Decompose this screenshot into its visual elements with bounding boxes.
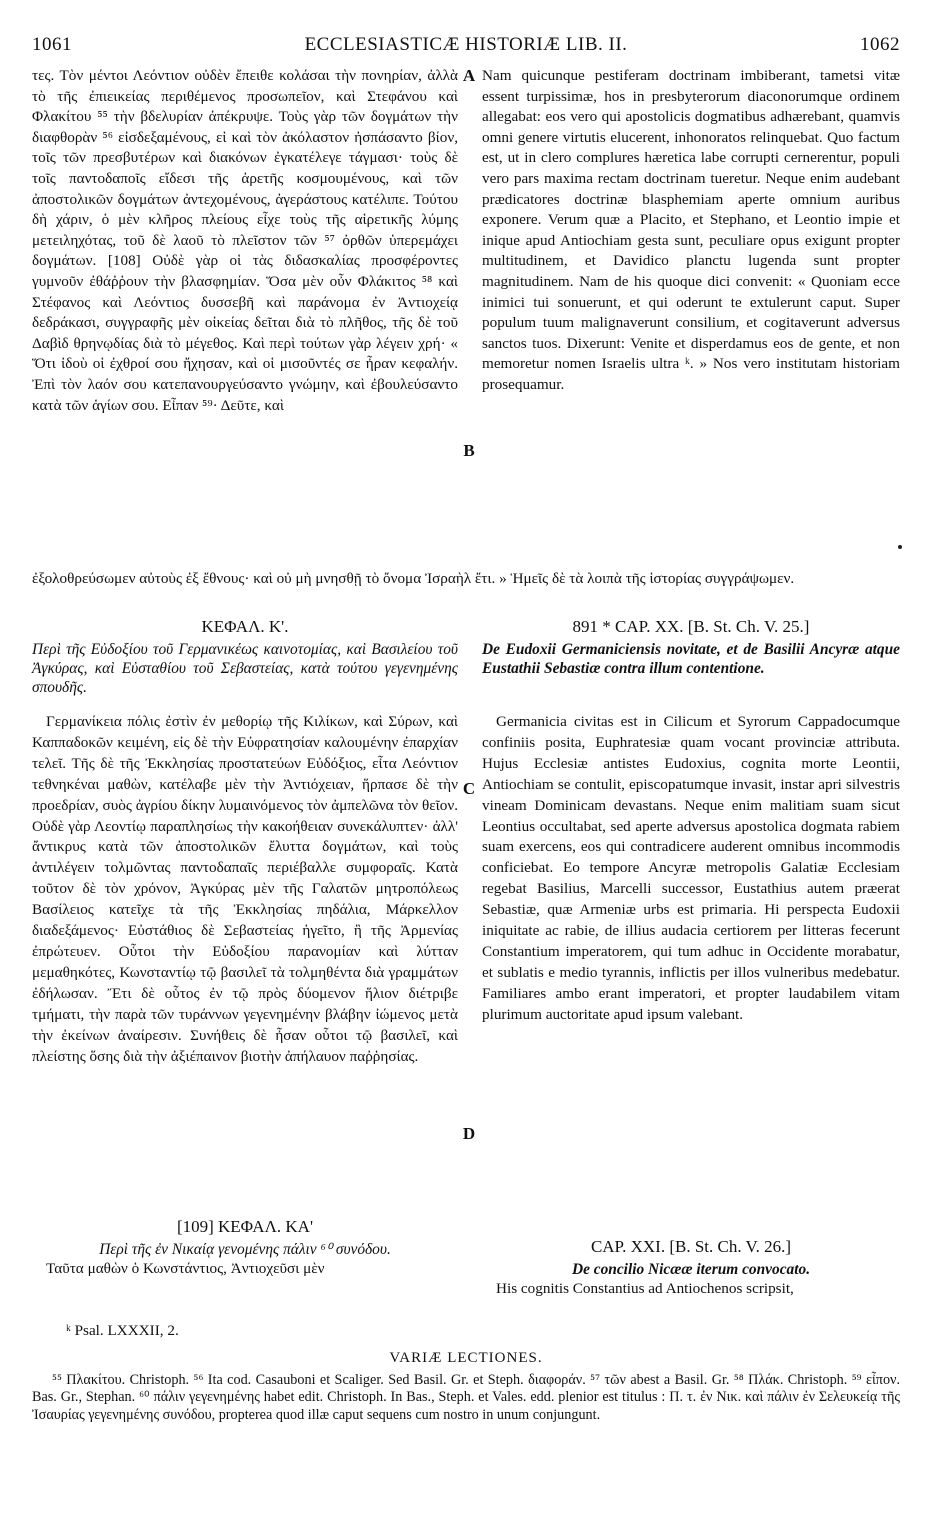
chapter-summary: De concilio Nicææ iterum convocato. <box>571 1261 811 1278</box>
greek-column-top <box>32 66 458 416</box>
latin-paragraph: His cognitis Constantius ad Antiochenos scripsit, <box>496 1280 794 1297</box>
page-number-left: 1061 <box>32 34 72 55</box>
chapter-21-latin <box>482 1236 900 1300</box>
greek-paragraph: Γερμανίκεια πόλις ἐστὶν ἐν μεθορίῳ τῆς Κιλίκων, καὶ Σύρων, καὶ Καππαδοκῶν κειμένη, εἰς δὲ τὴν Εὐφρατησίαν καλουμένην ἐπαρχίαν τελεῖ. Τῆς δὲ τῆς Ἐκκλησίας προστατεύων Εὐδόξιος, εἶτα Λεόντιον τεθνηκέναι μαθὼν, κατέλαβε μὲν τὴν Ἀντιόχειαν, ἥρπασε δὲ τὴν προεδρίαν, συὸς ἀγρίου δίκην λυμαινόμενος τὸν ἀμπελῶνα τὸν θεῖον. Οὐδὲ γὰρ Λεοντίῳ παραπλησίως τὴν κακοήθειαν συνεκάλυπτεν· ἀλλ' ἄντικρυς κατὰ τῶν ἀποστολικῶν ἔλυττα δογμάτων, καὶ τοὺς ἀντιλέγειν τολμῶντας παντοδαπαῖς περιέβαλλε συμφοραῖς. Κατὰ τοῦτον δὲ τὸν χρόνον, Ἀγκύρας μὲν τῆς Γαλατῶν μητροπόλεως Βασίλειος κατεῖχε τὰ τῆς Ἐκκλησίας πηδάλια, Μάρκελλον διαδεξάμενος· Εὐστάθιος δὲ Σεβαστείας ἡγεῖτο, ἣ τῆς Ἀρμενίας ἐπρώτευεν. Οὗτοι τὴν Εὐδοξίου παρανομίαν καὶ λύτταν μεμαθηκότες, Κωνσταντίῳ τῷ βασιλεῖ τὰ τολμηθέντα διὰ γραμμάτων ἐδήλωσαν. Ἔτι δὲ οὗτος ἐν τῷ πρὸς δύομενον ἥλιον διέτριβε τμήματι, τὴν παρὰ τῶν τυράννων γεγενημένην βλάβην ἰώμενος μετὰ τὴν ἐκείνων ἀναίρεσιν. Συνήθεις δὲ ἦσαν οὗτοι τῷ βασιλεῖ, καὶ πλείστης ὅσης διὰ τὴν ἀξιέπαινον βιοτὴν ἀπήλαυον παῤῥησίας. <box>32 713 458 1065</box>
greek-continuation: ἐξολοθρεύσωμεν αὐτοὺς ἐξ ἔθνους· καὶ οὐ μὴ μνησθῇ τὸ ὄνομα Ἰσραὴλ ἔτι. » Ἡμεῖς δὲ τὰ λοιπὰ τῆς ἱστορίας συγγράψωμεν. <box>32 570 795 587</box>
latin-paragraph: Germanicia civitas est in Cilicum et Syrorum Cappadocumque confiniis posita, Euphratesiæ quam vocant provinciæ attributa. Hujus Ecclesiæ antistes Eudoxius, cognita morte Leontii, Antiochiam se contulit, episcopatumque invasit, instar apri silvestris vineam Dominicam devastans. Neque enim malitiam suam sicut Leontius occultabat, sed aperte adversus apostolica dogmata rabiem suam exercens, eos qui contradicere auderent omnibus incommodis conficiebat. Eo tempore Ancyræ metropolis Galatiæ Ecclesiam regebat Basilius, Marcelli successor, Eustathius autem præerat Sebastiæ, quæ Armeniæ urbs est primaria. Hi perspecta Eudoxii iniquitate ac rabie, de illius audacia certiorem per litteras fecerunt Constantium imperatorem, qui tum adhuc in Occidente morabatur, et sublatis e medio tyrannis, inflictis per illos vulneribus medebatur. Familiares ambo erant imperatori, et propter laudabilem vitam plurimum auctoritate apud ipsum valebant. <box>482 713 900 1023</box>
page-header <box>32 34 900 64</box>
running-title: ECCLESIASTICÆ HISTORIÆ LIB. II. <box>304 34 628 55</box>
chapter-title: 891 * CAP. XX. [B. St. Ch. V. 25.] <box>572 617 810 636</box>
chapter-21-greek <box>32 1216 458 1280</box>
chapter-title: ΚΕΦΑΛ. Κ'. <box>201 617 289 636</box>
chapter-summary: Περὶ τῆς ἐν Νικαίᾳ γενομένης πάλιν ⁶⁰ συνόδου. <box>99 1241 391 1258</box>
scripture-footnote: ᵏ Psal. LXXXII, 2. <box>66 1322 179 1339</box>
margin-letter-a: A <box>462 66 476 85</box>
chapter-20-latin-text <box>482 712 900 1026</box>
greek-spanning-line <box>32 569 900 590</box>
chapter-20-greek-text <box>32 712 458 1067</box>
variae-lectiones-notes <box>32 1372 900 1424</box>
variae-lectiones-title: VARIÆ LECTIONES. <box>389 1350 543 1366</box>
chapter-summary: Περὶ τῆς Εὐδοξίου τοῦ Γερμανικέως καινοτομίας, καὶ Βασιλείου τοῦ Ἀγκύρας, καὶ Εὐσταθίου τοῦ Σεβαστείας, κατὰ τούτου γεγενημένης σπουδῆς. <box>32 641 458 696</box>
chapter-title: [109] ΚΕΦΑΛ. ΚΑ' <box>176 1217 314 1236</box>
page-number-right: 1062 <box>860 34 900 55</box>
latin-paragraph: Nam quicunque pestiferam doctrinam imbiberant, tametsi vitæ essent turpissimæ, hos in presbyterorum diaconorumque ordinem allegabat: eos vero qui apostolicis dogmatibus adhærebant, quamvis omni genere virtutis elucerent, inhonoratos relinquebat. Quo factum est, ut in clero complures hæretica labe corrupti cernerentur, populi vero pars maxima rectam doctrinam tueretur. Neque enim audebant prædicatores doctrinæ blasphemiam aperte omnium auribus exponere. Verum quæ a Placito, et Stephano, et Leontio impie et inique apud Antiochiam gesta sunt, peculiare opus exigunt propter multitudinem, et Davidico planctu lugenda sunt propter magnitudinem. Nam de his quoque dici convenit: « Quoniam ecce inimici tui sonuerunt, et qui oderunt te extulerunt caput. Super populum tuum malignaverunt consilium, et cogitaverunt adversus sanctos tuos. Dixerunt: Venite et disperdamus eos de gente, et non memoretur nomen Israelis ultra ᵏ. » Nos vero institutam historiam prosequamur. <box>482 67 900 393</box>
margin-letter-d: D <box>462 1124 476 1143</box>
chapter-20-latin-heading <box>482 616 900 678</box>
chapter-summary: De Eudoxii Germaniciensis novitate, et de Basilii Ancyræ atque Eustathii Sebastiæ contra illum contentione. <box>482 641 900 677</box>
margin-letter-c: C <box>462 779 476 798</box>
greek-paragraph: τες. Τὸν μέντοι Λεόντιον οὐδὲν ἔπειθε κολάσαι τὴν πονηρίαν, ἀλλὰ τὸ τῆς ἐπιεικείας περιθέμενος προσωπεῖον, καὶ Στεφάνου καὶ Φλακίτου ⁵⁵ τὴν βδελυρίαν ἀπέκρυψε. Τοὺς γὰρ τῶν δογμάτων τὴν διαφθορὰν ⁵⁶ εἰσδεξαμένους, εἰ καὶ τὸν ἀκόλαστον ἠσπάσαντο βίον, τοῖς τῶν πρεσβυτέρων καὶ διακόνων ἐγκατέλεγε τάγμασι· τοὺς δὲ τοῖς παντοδαποῖς εἴδεσι τῆς ἀρετῆς κοσμουμένους, καὶ τῶν ἀποστολικῶν δογμάτων ἀντεχομένους, ἀγεράστους κατέλιπε. Τούτου δὴ χάριν, ὁ μὲν κλῆρος πλείους εἶχε τοὺς τῆς αἱρετικῆς λύμης μετειληχότας, τοῦ δὲ λαοῦ τὸ πλεῖστον τῶν ⁵⁷ ὀρθῶν ὑπερεμάχει δογμάτων. [108] Οὐδὲ γὰρ οἱ τὰς διδασκαλίας προσφέροντες γυμνοῦν ἐθάῤῥουν τὴν βλασφημίαν. Ὅσα μὲν οὖν Φλάκιτος ⁵⁸ καὶ Στέφανος καὶ Λεόντιος δυσσεβῆ καὶ παράνομα ἐν Ἀντιοχείᾳ δεδράκασι, συγγραφῆς μὲν οἰκείας δεῖται διὰ τὸ πλῆθος, τῆς δὲ τοῦ Δαβὶδ θρηνῳδίας διὰ τὸ μέγεθος. Καὶ περὶ τούτων γὰρ λέγειν χρή· « Ὅτι ἰδοὺ οἱ ἐχθροί σου ἤχησαν, καὶ οἱ μισοῦντές σε ἦραν κεφαλήν. Ἐπὶ τὸν λαόν σου κατεπανουργεύσαντο γνώμην, καὶ ἐβουλεύσαντο κατὰ τῶν ἁγίων σου. Εἶπαν ⁵⁹· Δεῦτε, καὶ <box>32 67 458 414</box>
greek-paragraph: Ταῦτα μαθὼν ὁ Κωνστάντιος, Ἀντιοχεῦσι μὲν <box>46 1260 325 1277</box>
variant-readings: ⁵⁵ Πλακίτου. Christoph. ⁵⁶ Ita cod. Casauboni et Scaliger. Sed Basil. Gr. et Steph. διαφοράν. ⁵⁷ τῶν abest a Basil. Gr. ⁵⁸ Πλάκ. Christoph. ⁵⁹ εἶπον. Bas. Gr., Stephan. ⁶⁰ πάλιν γεγενημένης habet edit. Christoph. In Bas., Steph. et Vales. edd. plenior est titulus : Π. τ. ἐν Νικ. καὶ πάλιν ἐν Σελευκείᾳ τῆς Ἰσαυρίας γεγενημένης συνόδου, propterea quod illæ caput sequens cum nostro in unum conjungunt. <box>32 1372 900 1423</box>
chapter-20-greek-heading <box>32 616 458 697</box>
latin-column-top <box>482 66 900 396</box>
margin-letter-b: B <box>463 441 475 460</box>
chapter-title: CAP. XXI. [B. St. Ch. V. 26.] <box>590 1237 792 1256</box>
margin-dot <box>898 545 902 549</box>
